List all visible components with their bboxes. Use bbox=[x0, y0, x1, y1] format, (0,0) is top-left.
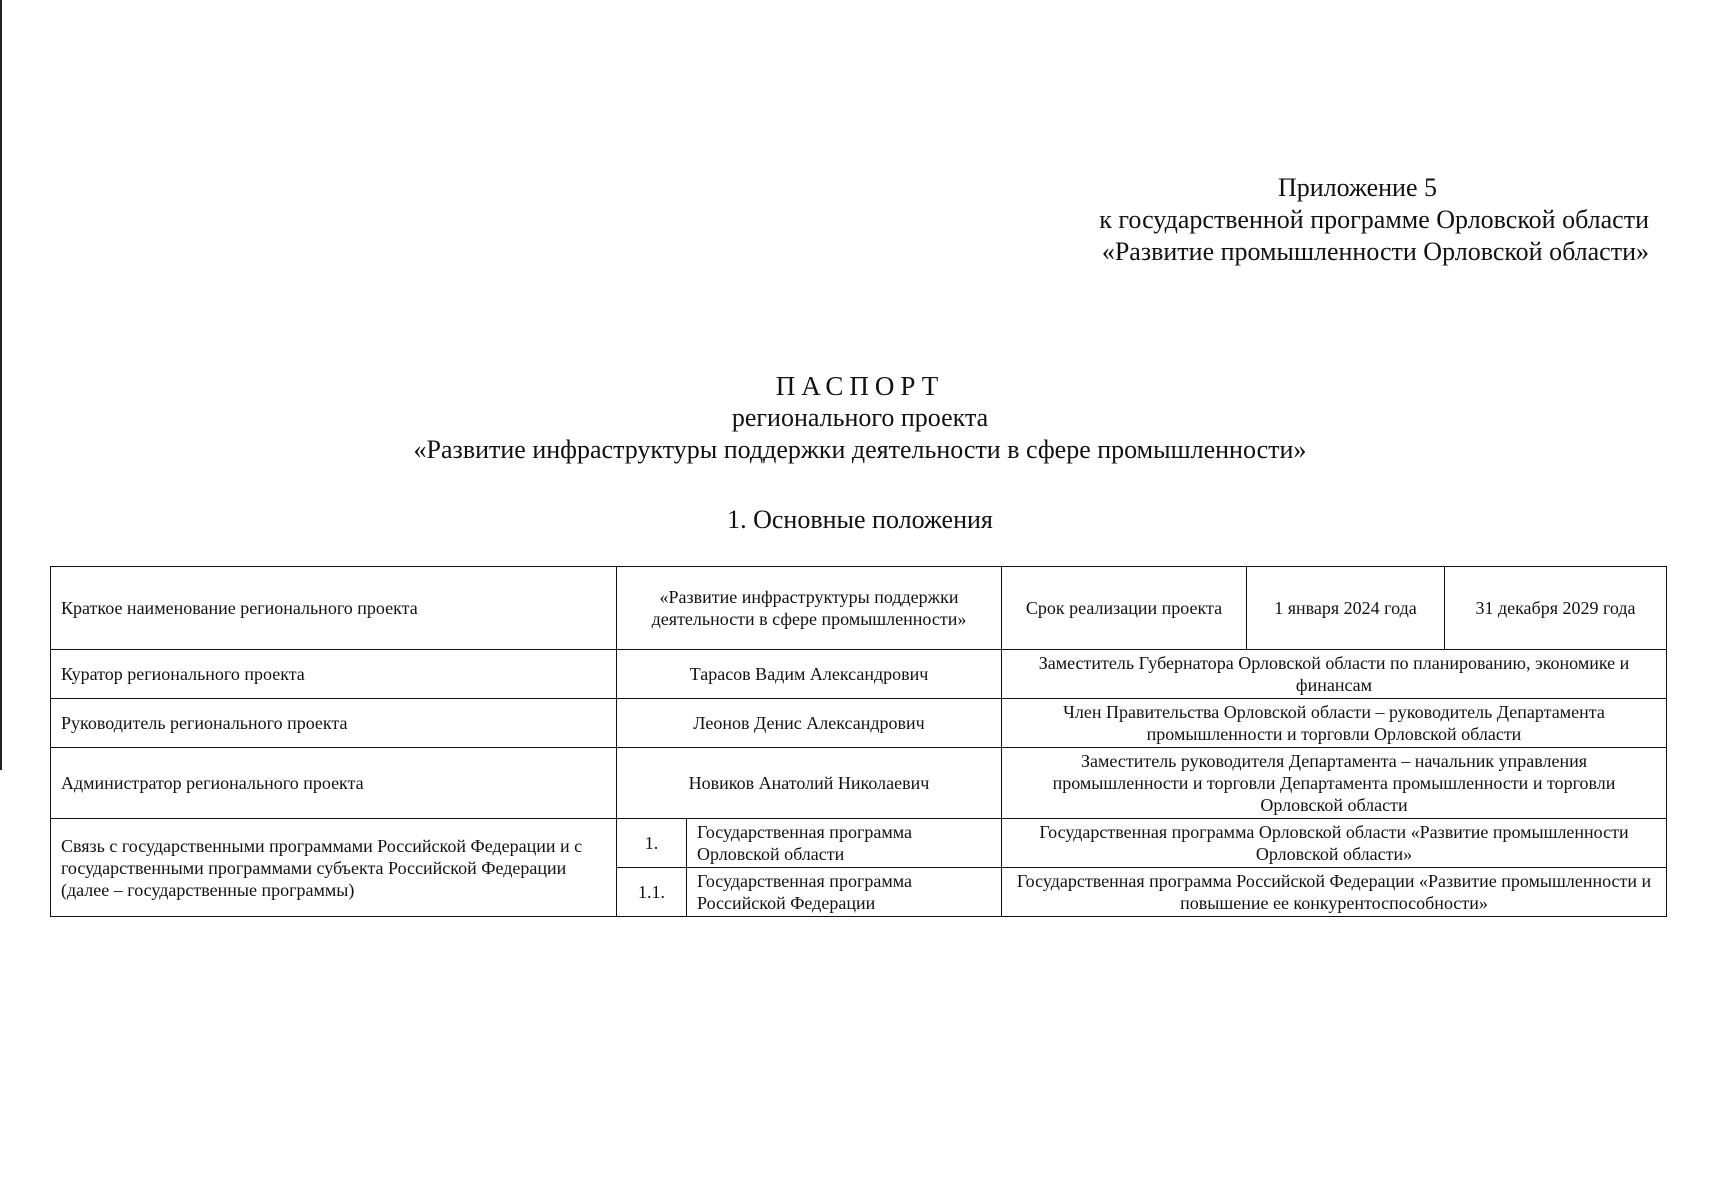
program-number: 1.1. bbox=[617, 868, 687, 917]
table-row bbox=[51, 748, 1667, 819]
row-label-administrator: Администратор регионального проекта bbox=[51, 748, 617, 819]
short-name-value: «Развитие инфраструктуры поддержки деятельности в сфере промышленности» bbox=[617, 567, 1002, 650]
period-label: Срок реализации проекта bbox=[1002, 567, 1247, 650]
table-row bbox=[51, 567, 1667, 650]
curator-name: Тарасов Вадим Александрович bbox=[617, 650, 1002, 699]
head-position: Член Правительства Орловской области – руководитель Департамента промышленности и торговли Орловской области bbox=[1002, 699, 1667, 748]
document-subtitle: регионального проекта bbox=[731, 403, 989, 432]
appendix-header bbox=[949, 172, 1649, 268]
project-name: «Развитие инфраструктуры поддержки деятельности в сфере промышленности» bbox=[413, 435, 1307, 464]
row-label-programs: Связь с государственными программами Российской Федерации и с государственными программами субъекта Российской Федерации (далее – государственные программы) bbox=[51, 819, 617, 917]
administrator-name: Новиков Анатолий Николаевич bbox=[617, 748, 1002, 819]
program-number: 1. bbox=[617, 819, 687, 868]
program-name: Государственная программа Российской Федерации «Развитие промышленности и повышение ее конкурентоспособности» bbox=[1002, 868, 1667, 917]
row-label-head: Руководитель регионального проекта bbox=[51, 699, 617, 748]
row-label-short-name: Краткое наименование регионального проекта bbox=[51, 567, 617, 650]
head-name: Леонов Денис Александрович bbox=[617, 699, 1002, 748]
appendix-program-name: «Развитие промышленности Орловской области» bbox=[1101, 237, 1649, 266]
appendix-reference: к государственной программе Орловской области bbox=[1099, 205, 1649, 234]
start-date: 1 января 2024 года bbox=[1247, 567, 1445, 650]
end-date: 31 декабря 2029 года bbox=[1445, 567, 1667, 650]
passport-table bbox=[50, 566, 1667, 917]
document-title: ПАСПОРТ bbox=[775, 371, 945, 401]
administrator-position: Заместитель руководителя Департамента – начальник управления промышленности и торговли Департамента промышленности и торговли Орловской области bbox=[1002, 748, 1667, 819]
curator-position: Заместитель Губернатора Орловской области по планированию, экономике и финансам bbox=[1002, 650, 1667, 699]
program-name: Государственная программа Орловской области «Развитие промышленности Орловской области» bbox=[1002, 819, 1667, 868]
program-type: Государственная программа Орловской области bbox=[687, 819, 1002, 868]
table-row bbox=[51, 699, 1667, 748]
row-label-curator: Куратор регионального проекта bbox=[51, 650, 617, 699]
section-heading: 1. Основные положения bbox=[727, 505, 993, 534]
table-row bbox=[51, 819, 1667, 868]
table-row bbox=[51, 650, 1667, 699]
appendix-number: Приложение 5 bbox=[1277, 173, 1437, 202]
program-type: Государственная программа Российской Федерации bbox=[687, 868, 1002, 917]
document-title-block bbox=[0, 370, 1711, 466]
